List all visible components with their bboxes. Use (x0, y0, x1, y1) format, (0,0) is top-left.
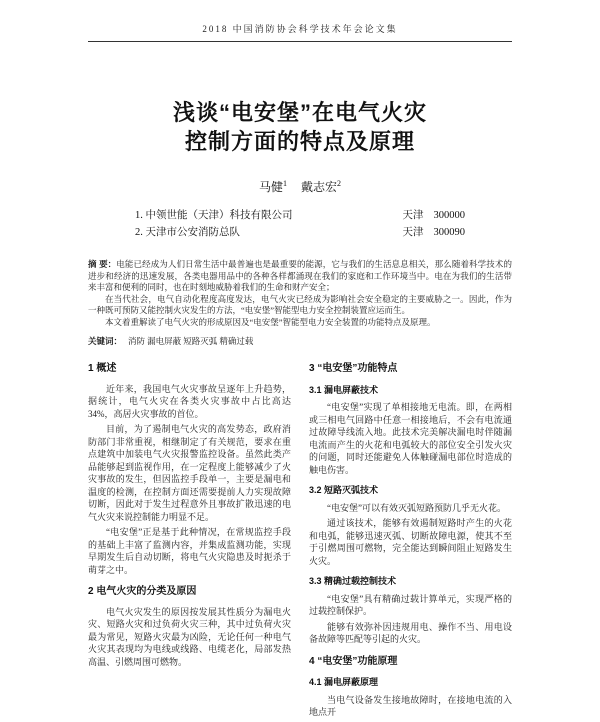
author-2-superscript: 2 (337, 179, 342, 188)
section-3-3-paragraph-2: 能够有效弥补因违规用电、操作不当、用电设备故障等匹配等引起的火灾。 (309, 621, 512, 644)
paper-title-line1: 浅谈“电安堡”在电气火灾 (172, 100, 427, 125)
left-column (88, 363, 291, 722)
affiliations-block (135, 207, 465, 241)
affiliation-2-location (393, 224, 466, 241)
section-4-1-heading: 4.1 漏电屏蔽原理 (309, 677, 379, 687)
affiliation-2-city: 天津 (402, 227, 424, 238)
keywords-line (88, 335, 512, 347)
proceedings-header: 2018 中国消防协会科学技术年会论文集 (202, 24, 398, 34)
abstract-paragraph-1 (88, 259, 512, 294)
section-3-2-paragraph-2: 通过该技术，能够有效遏制短路时产生的火花和电弧，能够迅速灭弧、切断故障电源，使其不至于引燃周围可燃物，完全能达到瞬间阻止短路发生火灾。 (309, 518, 512, 566)
affiliation-line-2 (135, 224, 465, 241)
right-column (309, 363, 512, 722)
paper-title (88, 98, 512, 156)
affiliation-1-location (393, 207, 466, 224)
abstract-paragraph-3: 本文着重解读了电气火灾的形成原因及“电安堡”智能型电力安全装置的功能特点及原理。 (105, 316, 436, 327)
section-3-3-paragraph-1: “电安堡”具有精确过载计算单元，实现严格的过载控制保护。 (309, 593, 512, 616)
section-4-1-paragraph-1: 当电气设备发生接地故障时，在接地电流的入地点开 (309, 694, 512, 717)
author-1-name: 马健 (258, 180, 283, 194)
abstract-label: 摘 要： (88, 259, 117, 269)
authors-line (88, 178, 512, 195)
author-1-superscript: 1 (283, 179, 287, 188)
affiliation-1-org: 1. 中领世能（天津）科技有限公司 (135, 210, 293, 221)
affiliation-1-city: 天津 (402, 210, 424, 221)
section-3-3-heading: 3.3 精确过载控制技术 (309, 576, 397, 586)
keywords-text: 消防 漏电屏蔽 短路灭弧 精确过载 (128, 336, 254, 346)
abstract-paragraph-1-text: 电能已经成为人们日常生活中最普遍也是最重要的能源，它与我们的生活息息相关，那么随着科学技术的进步和经济的迅速发展，各类电器用品中的各种各样都涌现在我们的家庭和工作环境当中。电在为我们的生活带来丰富和便利的同时，也在时刻地威胁着我们的生命和财产安全； (88, 259, 512, 292)
affiliation-2-org: 2. 天津市公安消防总队 (135, 227, 240, 238)
section-1-paragraph-1: 近年来，我国电气火灾事故呈逐年上升趋势，据统计，电气火灾在各类火灾事故中占比高达34%，高居火灾事故的首位。 (88, 383, 291, 419)
section-2-paragraph-1: 电气火灾发生的原因按发展其性质分为漏电火灾、短路火灾和过负荷火灾三种，其中过负荷火灾最为常见，短路火灾最为凶险，无论任何一种电气火灾其表现均为电线或线路、电缆老化，局部发热高温、引燃周围可燃物。 (88, 606, 291, 667)
section-4-heading: 4 “电安堡”功能原理 (309, 655, 398, 667)
abstract-paragraph-2: 在当代社会，电气自动化程度高度发达，电气火灾已经成为影响社会安全稳定的主要威胁之一。因此，作为一种既可预防又能控制火灾发生的方法，“电安堡”智能型电力安全控制装置应运而生。 (88, 293, 512, 315)
section-1-paragraph-3: “电安堡”正是基于此种情况，在常规监控手段的基础上丰富了监测内容，并集成监测功能，实现早期发生后自动切断，将电气火灾隐患及时扼杀于萌芽之中。 (88, 527, 291, 575)
section-3-heading: 3 “电安堡”功能特点 (309, 363, 398, 374)
section-3-1-paragraph-1: “电安堡”实现了单相接地无电流。即，在两相或三相电气回路中任意一相接地后，不会有电流通过故障导线流入地。此技术完美解决漏电时伴随漏电流而产生的火花和电弧较大的部位安全引发火灾的问题，同时还能避免人体触碰漏电部位时造成的触电伤害。 (309, 402, 512, 475)
section-3-2-heading: 3.2 短路灭弧技术 (309, 485, 379, 495)
author-2-name: 戴志宏 (301, 180, 338, 194)
affiliation-2-postcode: 300090 (433, 227, 465, 238)
header-divider (88, 41, 512, 42)
abstract-block (88, 259, 512, 328)
paper-title-line2: 控制方面的特点及原理 (184, 129, 415, 154)
section-3-2-paragraph-1: “电安堡”可以有效灭弧短路预防几乎无火花。 (327, 502, 506, 513)
section-2-heading: 2 电气火灾的分类及原因 (88, 586, 197, 597)
section-3-1-heading: 3.1 漏电屏蔽技术 (309, 384, 379, 395)
affiliation-1-postcode: 300000 (433, 210, 465, 221)
affiliation-line-1 (135, 207, 465, 224)
section-1-heading: 1 概述 (88, 363, 117, 374)
two-column-body (88, 363, 512, 722)
keywords-label: 关键词： (88, 336, 123, 346)
section-1-paragraph-2: 目前，为了遏制电气火灾的高发势态，政府消防部门非常重视，相继制定了有关规范，要求在重点建筑中加装电气火灾报警监控设备。虽然此类产品能够起到监视作用，在一定程度上能够减少了火灾事故的发生，但因监控手段单一，主要是漏电和温度的检测，在控制方面还需要提前人力实现故障切断，因此对于发生过程意外且事故扩散迅速的电气火灾来说控制能力明显不足。 (88, 424, 291, 522)
